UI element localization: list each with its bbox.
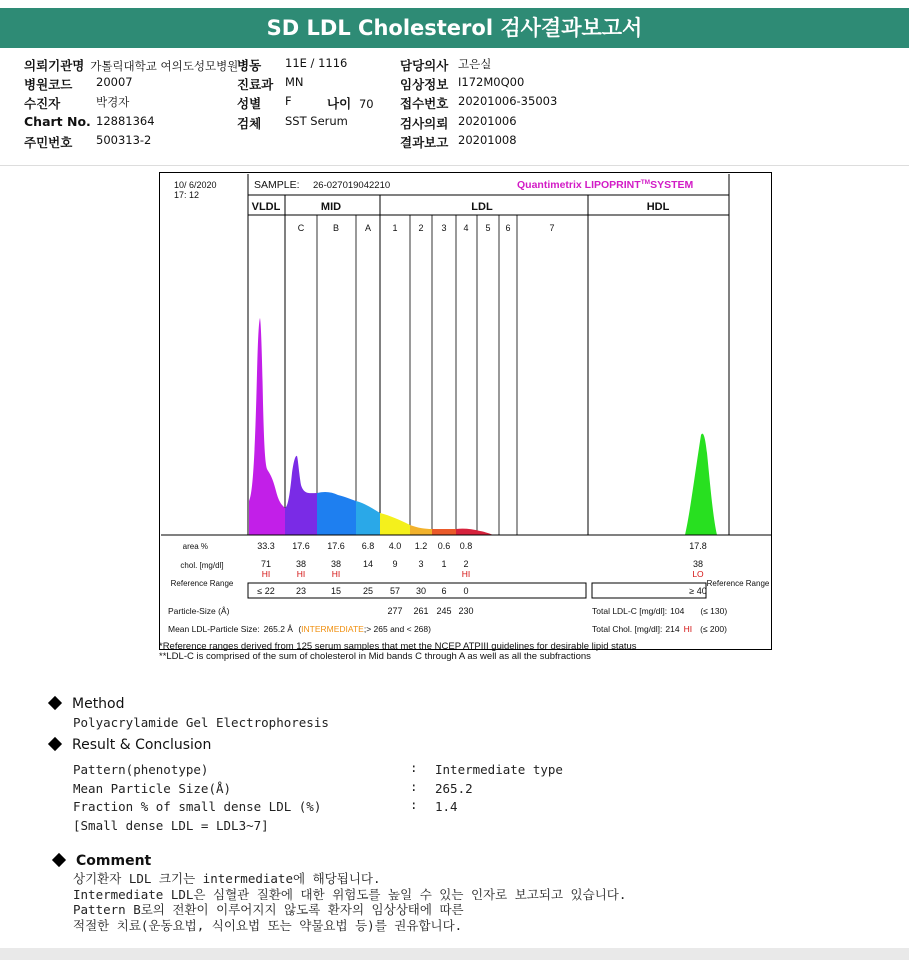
ref-row-label: Reference Range bbox=[170, 579, 234, 588]
result-value: Intermediate type bbox=[435, 762, 563, 777]
footnote: *Reference ranges derived from 125 serum samples that met the NCEP ATPIII guidelines for desirable lipid status bbox=[159, 641, 637, 652]
result-value: 265.2 bbox=[435, 781, 473, 796]
info-value: 500313-2 bbox=[96, 133, 152, 147]
area-value: 17.6 bbox=[292, 541, 310, 551]
report-title: SD LDL Cholesterol 검사결과보고서 bbox=[0, 8, 909, 48]
chol-value: 9 bbox=[392, 559, 398, 569]
method-heading: Method bbox=[48, 696, 329, 712]
band-c-label: C bbox=[297, 223, 305, 233]
area-value: 33.3 bbox=[257, 541, 275, 551]
band-a-label: A bbox=[364, 223, 372, 233]
info-patient bbox=[24, 94, 130, 112]
sample-label: SAMPLE: bbox=[254, 179, 300, 191]
info-label: 나이 bbox=[327, 96, 352, 111]
info-label: 의뢰기관명 bbox=[24, 58, 85, 73]
chol-value: 38 bbox=[692, 559, 704, 569]
chol-value: 14 bbox=[362, 559, 374, 569]
mean-particle-size: Mean LDL-Particle Size: 265.2 Å (INTERMEDIATE;> 265 and < 268) bbox=[168, 624, 431, 634]
result-row bbox=[73, 781, 231, 796]
total-chol: Total Chol. [mg/dl]: 214 HI (≤ 200) bbox=[592, 624, 727, 634]
ldl2-peak bbox=[410, 525, 432, 535]
band-ldl7-label: 7 bbox=[549, 223, 555, 233]
chol-value: 3 bbox=[418, 559, 424, 569]
comment-line: Pattern B로의 전환이 이루어지지 않도록 환자의 임상상태에 따른 bbox=[73, 902, 464, 917]
flag-value: HI bbox=[331, 569, 341, 579]
band-ldl6-label: 6 bbox=[505, 223, 511, 233]
ref-value: 15 bbox=[330, 586, 342, 596]
band-ldl1-label: 1 bbox=[392, 223, 398, 233]
info-chart-no bbox=[24, 114, 155, 129]
mid-b-peak bbox=[317, 492, 356, 535]
info-ward bbox=[237, 56, 348, 74]
lipoprint-chart bbox=[160, 173, 771, 649]
area-value: 4.0 bbox=[388, 541, 402, 551]
info-label: 수진자 bbox=[24, 96, 61, 111]
info-label: 주민번호 bbox=[24, 135, 73, 150]
ldl1-peak bbox=[380, 513, 410, 535]
comment-line: Intermediate LDL은 심혈관 질환에 대한 위험도를 높일 수 있는 인자로 보고되고 있습니다. bbox=[73, 886, 627, 902]
mid-a-peak bbox=[356, 501, 380, 535]
comment-line: 상기환자 LDL 크기는 intermediate에 해당됩니다. bbox=[73, 871, 381, 886]
result-value: 1.4 bbox=[435, 799, 458, 814]
flag-values bbox=[262, 569, 704, 579]
result-sep: : bbox=[410, 760, 418, 775]
info-label: 접수번호 bbox=[400, 96, 449, 111]
report-time: 17: 12 bbox=[174, 190, 200, 200]
ref-value: ≤ 22 bbox=[257, 586, 275, 596]
info-specimen bbox=[237, 114, 348, 132]
chol-value: 1 bbox=[441, 559, 447, 569]
method-text: Polyacrylamide Gel Electrophoresis bbox=[73, 715, 329, 730]
info-value: F bbox=[285, 94, 292, 108]
brand-name: Quantimetrix LIPOPRINT™SYSTEM bbox=[517, 179, 694, 191]
ref-row-label-right: Reference Range bbox=[706, 579, 770, 588]
result-heading: Result & Conclusion bbox=[48, 737, 211, 753]
result-label: Fraction % of small dense LDL (%) bbox=[73, 799, 322, 814]
area-value: 0.6 bbox=[437, 541, 451, 551]
info-request-date bbox=[400, 114, 517, 132]
area-row-label: area % bbox=[182, 542, 208, 551]
particle-size-value: 277 bbox=[387, 606, 403, 616]
band-label-hdl: HDL bbox=[646, 201, 670, 213]
info-receipt-no bbox=[400, 94, 558, 112]
info-value: 20201006-35003 bbox=[458, 94, 558, 108]
ref-value: 57 bbox=[389, 586, 401, 596]
band-b-label: B bbox=[332, 223, 340, 233]
chol-value: 71 bbox=[260, 559, 272, 569]
result-section bbox=[48, 737, 211, 753]
particle-size-value: 230 bbox=[458, 606, 474, 616]
info-age bbox=[327, 94, 374, 112]
ref-value: 0 bbox=[463, 586, 469, 596]
flag-value: HI bbox=[296, 569, 306, 579]
info-value: 70 bbox=[358, 97, 374, 111]
comment-line: 적절한 치료(운동요법, 식이요법 또는 약물요법 등)를 권유합니다. bbox=[73, 917, 463, 933]
info-doctor bbox=[400, 56, 492, 74]
info-label: 병동 bbox=[237, 58, 262, 73]
particle-size-label: Particle-Size (Å) bbox=[168, 606, 230, 616]
ref-values bbox=[257, 586, 706, 596]
info-value: 20201006 bbox=[458, 114, 517, 128]
result-label: Mean Particle Size(Å) bbox=[73, 781, 232, 796]
info-value: MN bbox=[285, 75, 304, 89]
info-label: 결과보고 bbox=[400, 135, 449, 150]
band-ldl2-label: 2 bbox=[418, 223, 424, 233]
band-ldl5-label: 5 bbox=[485, 223, 491, 233]
info-resident-no bbox=[24, 133, 152, 151]
ref-value: ≥ 40 bbox=[689, 586, 707, 596]
info-value: 박경자 bbox=[96, 95, 130, 109]
comment-heading: Comment bbox=[52, 853, 151, 869]
bottom-scroll-area bbox=[0, 948, 909, 960]
chol-value: 2 bbox=[463, 559, 469, 569]
info-value: 11E / 1116 bbox=[285, 56, 348, 70]
diamond-bullet-icon bbox=[48, 737, 62, 751]
chol-row-label: chol. [mg/dl] bbox=[180, 561, 224, 570]
result-sep: : bbox=[410, 797, 418, 812]
band-label-ldl: LDL bbox=[471, 201, 493, 213]
band-ldl4-label: 4 bbox=[463, 223, 469, 233]
info-label: Chart No. bbox=[24, 114, 91, 129]
area-value: 17.8 bbox=[689, 541, 707, 551]
mid-c-peak bbox=[285, 456, 317, 535]
result-label: Pattern(phenotype) bbox=[73, 762, 209, 777]
band-label-mid: MID bbox=[320, 201, 342, 213]
area-value: 17.6 bbox=[327, 541, 345, 551]
report-date: 10/ 6/2020 bbox=[174, 180, 217, 190]
info-value: 20007 bbox=[96, 75, 133, 89]
info-label: 임상정보 bbox=[400, 77, 449, 92]
info-sex bbox=[237, 94, 292, 112]
area-values bbox=[257, 541, 707, 551]
info-value: 가톨릭대학교 여의도성모병원 bbox=[90, 59, 239, 73]
info-label: 검사의뢰 bbox=[400, 116, 449, 131]
method-section bbox=[48, 696, 329, 730]
footnote: **LDL-C is comprised of the sum of cholesterol in Mid bands C through A as well as all the subfractions bbox=[159, 651, 591, 662]
result-row bbox=[73, 762, 208, 777]
hdl-peak bbox=[685, 434, 717, 535]
flag-value: HI bbox=[461, 569, 471, 579]
band-ldl3-label: 3 bbox=[441, 223, 447, 233]
result-sep: : bbox=[410, 779, 418, 794]
patient-info-panel bbox=[0, 48, 909, 166]
diamond-bullet-icon bbox=[48, 696, 62, 710]
flag-value: HI bbox=[261, 569, 271, 579]
diamond-bullet-icon bbox=[52, 853, 66, 867]
info-value: 고은실 bbox=[458, 57, 492, 71]
comment-body bbox=[73, 871, 626, 933]
comment-section bbox=[52, 853, 151, 869]
ldl4-peak bbox=[456, 529, 494, 535]
lipoprint-report bbox=[159, 172, 772, 650]
info-report-date bbox=[400, 133, 517, 151]
particle-size-value: 245 bbox=[436, 606, 452, 616]
info-label: 진료과 bbox=[237, 77, 274, 92]
flag-value: LO bbox=[692, 569, 704, 579]
area-value: 0.8 bbox=[459, 541, 473, 551]
area-value: 1.2 bbox=[414, 541, 428, 551]
ref-value: 6 bbox=[441, 586, 447, 596]
info-value: 20201008 bbox=[458, 133, 517, 147]
info-value: I172M0Q00 bbox=[458, 75, 525, 89]
ldl3-peak bbox=[432, 529, 456, 535]
chol-value: 38 bbox=[330, 559, 342, 569]
chol-value: 38 bbox=[295, 559, 307, 569]
ref-value: 25 bbox=[362, 586, 374, 596]
ref-value: 30 bbox=[415, 586, 427, 596]
total-ldl: Total LDL-C [mg/dl]: 104 (≤ 130) bbox=[592, 606, 728, 616]
chol-values bbox=[261, 559, 703, 569]
band-label-vldl: VLDL bbox=[251, 201, 281, 213]
info-hospital-code bbox=[24, 75, 133, 93]
info-clinical bbox=[400, 75, 525, 93]
info-label: 검체 bbox=[237, 116, 262, 131]
ref-value: 23 bbox=[295, 586, 307, 596]
info-label: 병원코드 bbox=[24, 77, 73, 92]
info-label: 담당의사 bbox=[400, 58, 449, 73]
particle-size-value: 261 bbox=[413, 606, 429, 616]
info-institution bbox=[24, 56, 238, 74]
result-row bbox=[73, 799, 321, 814]
result-note: [Small dense LDL = LDL3~7] bbox=[73, 818, 269, 833]
info-value: 12881364 bbox=[96, 114, 155, 128]
info-department bbox=[237, 75, 304, 93]
vldl-peak bbox=[249, 318, 285, 535]
area-value: 6.8 bbox=[361, 541, 375, 551]
info-value: SST Serum bbox=[285, 114, 348, 128]
sample-id: 26-027019042210 bbox=[313, 180, 391, 191]
info-label: 성별 bbox=[237, 96, 262, 111]
